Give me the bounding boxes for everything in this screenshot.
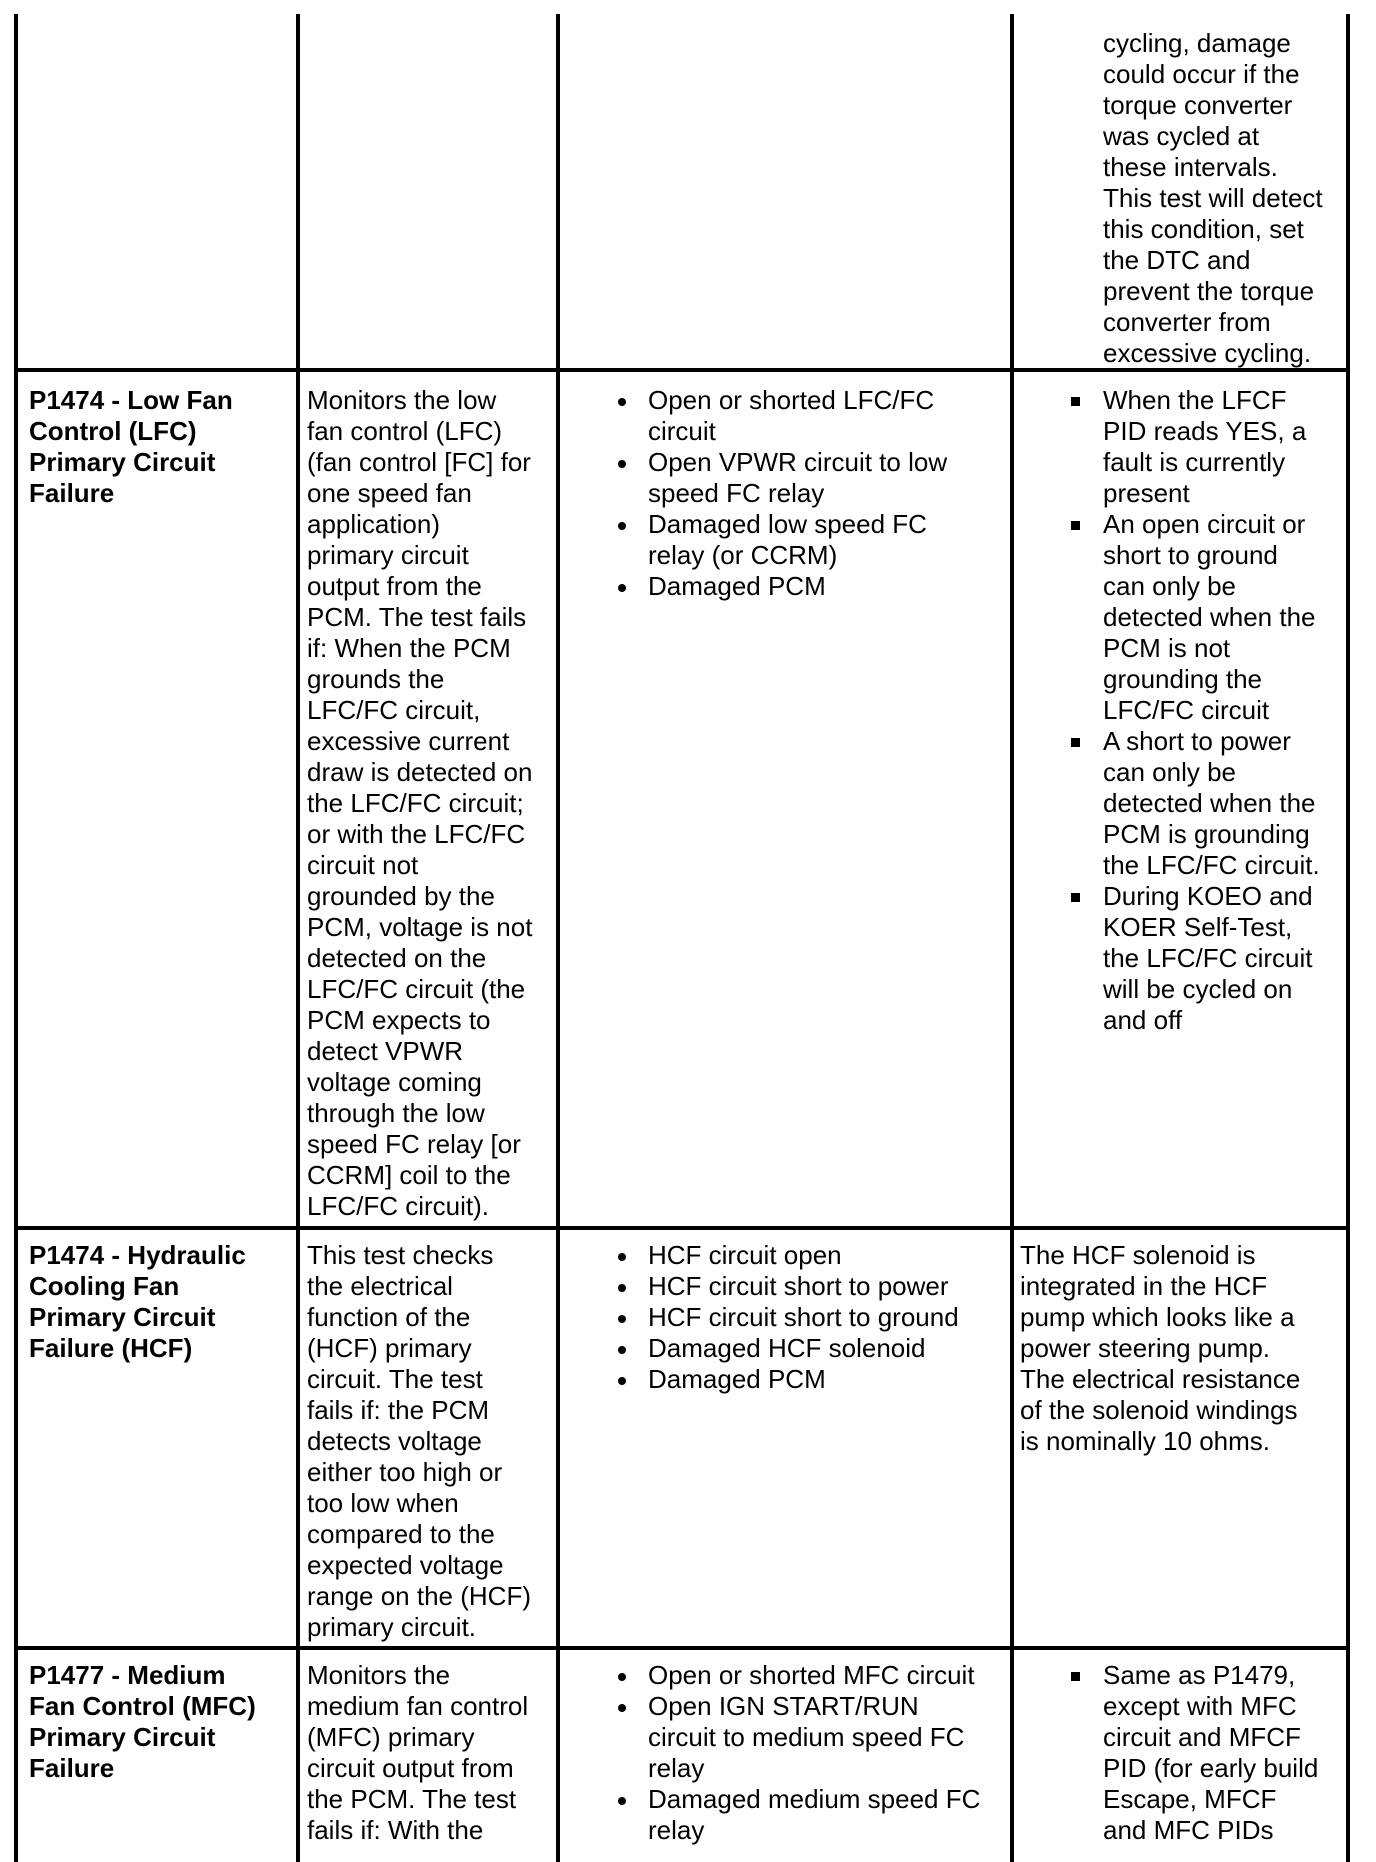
list-item: Damaged PCM xyxy=(648,1364,1008,1395)
possible-causes-list xyxy=(648,1660,1008,1846)
list-item: Open or shorted LFC/FC circuit xyxy=(648,385,1008,447)
row-divider xyxy=(14,1646,1350,1650)
list-item: Open or shorted MFC circuit xyxy=(648,1660,1008,1691)
possible-causes-list xyxy=(648,1240,1008,1395)
list-item: Damaged medium speed FC relay xyxy=(648,1784,1008,1846)
list-item: During KOEO and KOER Self-Test, the LFC/FC circuit will be cycled on and off xyxy=(1103,881,1348,1036)
dtc-code-cell: P1474 - Hydraulic Cooling Fan Primary Circuit Failure (HCF) xyxy=(29,1240,246,1363)
list-item: Damaged PCM xyxy=(648,571,1008,602)
list-item: HCF circuit open xyxy=(648,1240,1008,1271)
table-border-left xyxy=(14,14,18,1862)
column-divider xyxy=(1010,14,1014,1862)
list-item: Open IGN START/RUN circuit to medium speed FC relay xyxy=(648,1691,1008,1784)
description-cell: Monitors the low fan control (LFC) (fan control [FC] for one speed fan application) primary circuit output from the PCM. The test fails if: When the PCM grounds the LFC/FC circuit, excessive current draw is detected on the LFC/FC circuit; or with the LFC/FC circuit not grounded by the PCM, voltage is not detected on the LFC/FC circuit (the PCM expects to detect VPWR voltage coming through the low speed FC relay [or CCRM] coil to the LFC/FC circuit). xyxy=(307,385,533,1221)
possible-causes-list xyxy=(648,385,1008,602)
list-item: HCF circuit short to ground xyxy=(648,1302,1008,1333)
table-row-notes: cycling, damage could occur if the torque converter was cycled at these intervals. This test will detect this condition, set the DTC and prevent the torque converter from excessive cycling. xyxy=(1103,28,1323,368)
dtc-code-cell: P1477 - Medium Fan Control (MFC) Primary Circuit Failure xyxy=(29,1660,256,1783)
list-item: Open VPWR circuit to low speed FC relay xyxy=(648,447,1008,509)
notes-list xyxy=(1103,1660,1348,1846)
list-item: When the LFCF PID reads YES, a fault is currently present xyxy=(1103,385,1348,509)
notes-cell: The HCF solenoid is integrated in the HCF pump which looks like a power steering pump. The electrical resistance of the solenoid windings is nominally 10 ohms. xyxy=(1020,1240,1301,1456)
dtc-code-cell: P1474 - Low Fan Control (LFC) Primary Circuit Failure xyxy=(29,385,233,508)
description-cell: This test checks the electrical function of the (HCF) primary circuit. The test fails if: the PCM detects voltage either too high or too low when compared to the expected voltage range on the (HCF) primary circuit. xyxy=(307,1240,531,1642)
list-item: Damaged low speed FC relay (or CCRM) xyxy=(648,509,1008,571)
row-divider xyxy=(14,1226,1350,1230)
list-item: Same as P1479, except with MFC circuit and MFCF PID (for early build Escape, MFCF and MFC PIDs xyxy=(1103,1660,1348,1846)
list-item: HCF circuit short to power xyxy=(648,1271,1008,1302)
list-item: A short to power can only be detected when the PCM is grounding the LFC/FC circuit. xyxy=(1103,726,1348,881)
description-cell: Monitors the medium fan control (MFC) primary circuit output from the PCM. The test fails if: With the xyxy=(307,1660,529,1845)
column-divider xyxy=(556,14,560,1862)
list-item: Damaged HCF solenoid xyxy=(648,1333,1008,1364)
column-divider xyxy=(296,14,300,1862)
notes-list xyxy=(1103,385,1348,1036)
list-item: An open circuit or short to ground can only be detected when the PCM is not grounding the LFC/FC circuit xyxy=(1103,509,1348,726)
